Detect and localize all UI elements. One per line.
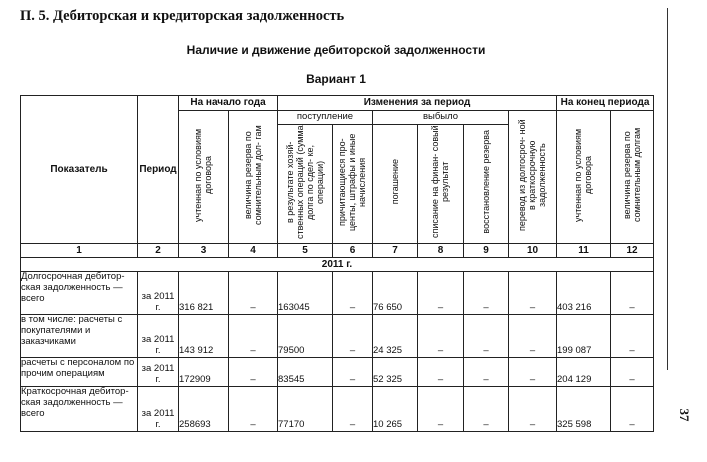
table-cell: – (611, 358, 654, 387)
column-number: 11 (557, 244, 611, 258)
variant-label: Вариант 1 (306, 72, 366, 86)
table-cell: 76 650 (373, 272, 418, 315)
table-cell: 143 912 (179, 315, 229, 358)
column-number: 12 (611, 244, 654, 258)
column-header-10: перевод из долгосроч- ной в краткосрочную задолженность (509, 111, 557, 244)
table-cell: – (509, 358, 557, 387)
row-period: за 2011 г. (138, 272, 179, 315)
table-cell: 24 325 (373, 315, 418, 358)
year-row: 2011 г. (21, 258, 654, 272)
column-header-5: в результате хозяй- ственных операций (сумма долга по сдел- ке, операции) (278, 125, 333, 244)
column-number: 10 (509, 244, 557, 258)
page-number: 37 (677, 408, 692, 422)
row-indicator: Долгосрочная дебитор- ская задолженность — всего (21, 272, 138, 315)
row-indicator: расчеты с персоналом по прочим операциям (21, 358, 138, 387)
table-cell: – (418, 358, 464, 387)
column-header-period: Период (138, 96, 179, 244)
table-cell: 199 087 (557, 315, 611, 358)
column-header-3: учтенная по условиям договора (179, 111, 229, 244)
table-row (21, 387, 654, 432)
column-number: 6 (333, 244, 373, 258)
table-cell: 325 598 (557, 387, 611, 432)
column-number: 8 (418, 244, 464, 258)
table-cell: 403 216 (557, 272, 611, 315)
row-indicator: в том числе: расчеты с покупателями и заказчиками (21, 315, 138, 358)
table-cell: – (418, 315, 464, 358)
table-cell: 83545 (278, 358, 333, 387)
table-cell: 10 265 (373, 387, 418, 432)
table-row (21, 272, 654, 315)
row-indicator: Краткосрочная дебитор- ская задолженность — всего (21, 387, 138, 432)
column-number: 7 (373, 244, 418, 258)
table-cell: – (464, 387, 509, 432)
column-header-8: списание на финан- совый результат (418, 125, 464, 244)
receivables-table (20, 95, 654, 432)
column-number: 3 (179, 244, 229, 258)
table-title: Наличие и движение дебиторской задолженности (186, 43, 486, 57)
column-header-12: величина резерва по сомнительным долгам (611, 111, 654, 244)
table-cell: – (229, 358, 278, 387)
table-cell: – (611, 315, 654, 358)
table-cell: – (333, 315, 373, 358)
table-cell: – (333, 272, 373, 315)
table-cell: 258693 (179, 387, 229, 432)
column-header-7: погашение (373, 125, 418, 244)
table-row (21, 315, 654, 358)
column-number: 2 (138, 244, 179, 258)
column-number: 4 (229, 244, 278, 258)
group-header-start: На начало года (179, 96, 278, 111)
row-period: за 2011 г. (138, 315, 179, 358)
table-cell: – (418, 387, 464, 432)
row-period: за 2011 г. (138, 387, 179, 432)
column-number: 1 (21, 244, 138, 258)
table-cell: – (418, 272, 464, 315)
table-cell: – (333, 387, 373, 432)
subgroup-header-outflow: выбыло (373, 111, 509, 125)
column-header-4: величина резерва по сомнительным дол- гам (229, 111, 278, 244)
column-header-6: причитающиеся про- центы, штрафы и иные начисления (333, 125, 373, 244)
table-cell: – (464, 272, 509, 315)
table-cell: 204 129 (557, 358, 611, 387)
group-header-changes: Изменения за период (278, 96, 557, 111)
column-header-9: восстановление резерва (464, 125, 509, 244)
table-cell: – (229, 387, 278, 432)
table-row (21, 358, 654, 387)
column-number: 9 (464, 244, 509, 258)
table-cell: 316 821 (179, 272, 229, 315)
section-header: П. 5. Дебиторская и кредиторская задолженность (20, 8, 345, 24)
table-cell: – (509, 387, 557, 432)
table-cell: – (509, 315, 557, 358)
column-number: 5 (278, 244, 333, 258)
subgroup-header-income: поступление (278, 111, 373, 125)
table-cell: 77170 (278, 387, 333, 432)
table-cell: – (509, 272, 557, 315)
table-cell: – (464, 358, 509, 387)
table-cell: – (464, 315, 509, 358)
table-cell: – (229, 272, 278, 315)
table-cell: 172909 (179, 358, 229, 387)
table-cell: 79500 (278, 315, 333, 358)
group-header-end: На конец периода (557, 96, 654, 111)
table-cell: 163045 (278, 272, 333, 315)
page-margin-rule (667, 8, 668, 370)
table-cell: – (229, 315, 278, 358)
column-header-11: учтенная по условиям договора (557, 111, 611, 244)
table-cell: – (611, 272, 654, 315)
table-cell: – (333, 358, 373, 387)
column-header-indicator: Показатель (21, 96, 138, 244)
table-cell: – (611, 387, 654, 432)
row-period: за 2011 г. (138, 358, 179, 387)
table-cell: 52 325 (373, 358, 418, 387)
